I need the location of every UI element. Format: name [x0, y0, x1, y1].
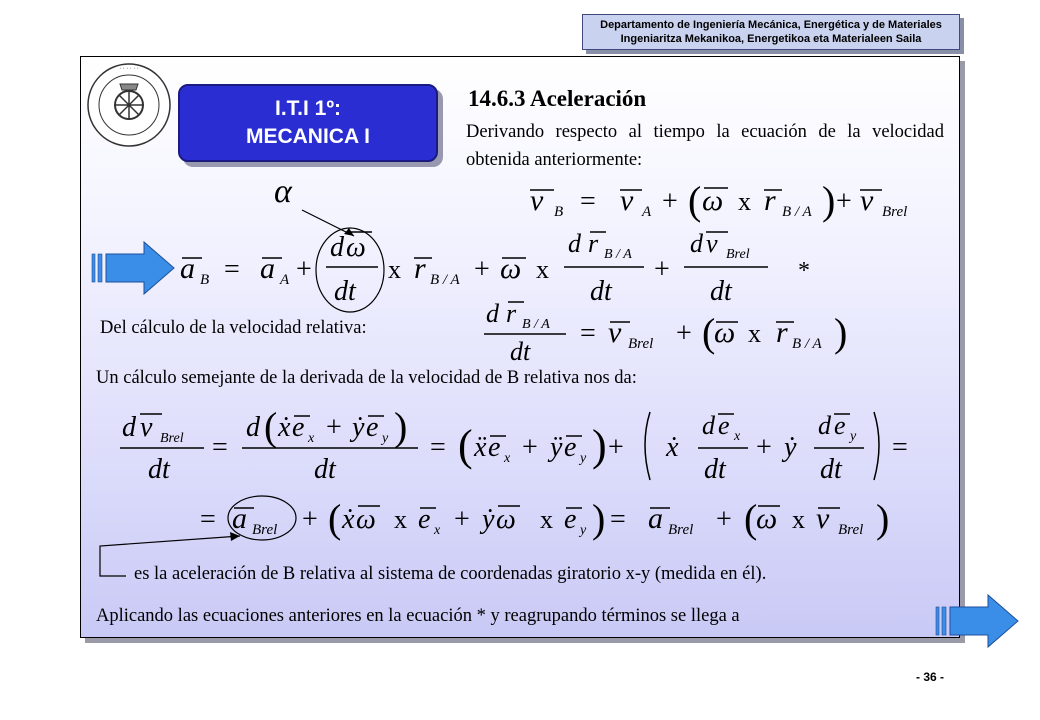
svg-text:+: +: [302, 504, 318, 535]
svg-text:(: (: [744, 496, 758, 541]
svg-text:d: d: [246, 412, 260, 443]
section-intro: Derivando respecto al tiempo la ecuación de la velocidad obtenida anteriormente:: [466, 122, 944, 170]
vrel-derivative-equation: [118, 396, 928, 488]
svg-text:Brel: Brel: [882, 204, 908, 220]
svg-text:x: x: [388, 255, 401, 284]
arel-description: es la aceleración de B relativa al sistema de coordenadas giratorio x-y (medida en él).: [134, 564, 767, 584]
svg-text:a: a: [260, 252, 275, 285]
svg-text:dt: dt: [820, 454, 842, 485]
svg-text:=: =: [200, 504, 216, 535]
svg-text:): ): [592, 421, 607, 470]
svg-text:dt: dt: [590, 276, 612, 307]
svg-text:x: x: [434, 523, 441, 538]
svg-text:v: v: [860, 184, 874, 217]
svg-text:ω: ω: [346, 232, 366, 263]
svg-text:=: =: [892, 432, 908, 463]
svg-text:): ): [592, 496, 606, 541]
svg-text:r: r: [414, 252, 426, 285]
svg-text:e: e: [366, 412, 379, 443]
svg-text:=: =: [610, 504, 626, 535]
svg-text:ẍ: ẍ: [474, 432, 487, 463]
svg-text:(: (: [688, 178, 702, 223]
svg-text:a: a: [180, 252, 195, 285]
svg-text:dt: dt: [148, 454, 170, 485]
svg-text:+: +: [716, 504, 732, 535]
svg-text:y: y: [850, 429, 857, 444]
svg-text:r: r: [506, 299, 517, 328]
svg-text:B: B: [554, 204, 564, 220]
svg-text:Brel: Brel: [668, 522, 694, 538]
svg-text:x: x: [536, 255, 549, 284]
svg-text:ω: ω: [356, 504, 376, 535]
svg-text:+: +: [654, 254, 670, 285]
svg-text:=: =: [430, 432, 446, 463]
svg-text:(: (: [328, 496, 342, 541]
svg-text:α: α: [274, 173, 292, 210]
section-title: 14.6.3 Aceleración: [468, 86, 647, 111]
svg-text:dt: dt: [314, 454, 336, 485]
svg-text:d: d: [486, 299, 499, 328]
svg-text:d: d: [818, 411, 831, 440]
svg-text:v: v: [816, 502, 830, 535]
svg-text:+: +: [676, 318, 692, 349]
svg-text:ω: ω: [714, 316, 736, 349]
relative-velocity-text: Del cálculo de la velocidad relativa:: [100, 318, 367, 338]
badge-line-1: I.T.I 1º:: [274, 97, 341, 120]
svg-text:): ): [834, 310, 848, 355]
svg-text:+: +: [756, 432, 772, 463]
conclusion-text: Aplicando las ecuaciones anteriores en la ecuación * y reagrupando términos se llega a: [96, 606, 740, 626]
svg-text:+: +: [454, 504, 470, 535]
svg-text:e: e: [292, 412, 305, 443]
svg-text:y: y: [580, 523, 587, 538]
svg-text:x: x: [748, 319, 761, 348]
svg-text:a: a: [232, 502, 247, 535]
svg-text:Brel: Brel: [252, 522, 278, 538]
relative-velocity-equation: [480, 294, 860, 366]
svg-text:v: v: [608, 316, 622, 349]
svg-text:e: e: [834, 411, 846, 440]
arrow-right-icon[interactable]: [934, 592, 1024, 650]
svg-text:e: e: [564, 432, 577, 463]
svg-text:ω: ω: [500, 252, 522, 285]
seal-text: · · · · · ·: [119, 66, 139, 72]
svg-text:): ): [822, 178, 836, 223]
svg-text:x: x: [504, 451, 511, 466]
svg-text:+: +: [836, 186, 852, 217]
svg-text:+: +: [522, 432, 538, 463]
svg-text:e: e: [488, 432, 501, 463]
university-seal-icon: [86, 62, 172, 148]
svg-text:d: d: [702, 411, 715, 440]
svg-text:Brel: Brel: [160, 431, 184, 446]
arrow-left-icon: [90, 240, 180, 296]
svg-text:ẋ: ẋ: [666, 432, 679, 463]
svg-text:dt: dt: [510, 337, 531, 366]
svg-text:x: x: [738, 187, 751, 216]
svg-text:ω: ω: [756, 502, 778, 535]
svg-text:Brel: Brel: [726, 247, 750, 262]
svg-text:d: d: [330, 232, 344, 263]
svg-text:d: d: [568, 229, 581, 258]
svg-text:ω: ω: [702, 184, 724, 217]
svg-text:*: *: [798, 258, 810, 284]
svg-text:y: y: [580, 451, 587, 466]
svg-text:(: (: [458, 421, 473, 470]
svg-text:ẏ: ẏ: [482, 504, 495, 535]
header-line-1: Departamento de Ingeniería Mecánica, Energética y de Materiales: [600, 19, 942, 31]
svg-text:Brel: Brel: [628, 336, 654, 352]
svg-text:x: x: [308, 431, 315, 446]
svg-text:A: A: [642, 204, 652, 220]
svg-text:+: +: [296, 254, 312, 285]
svg-text:=: =: [580, 186, 596, 217]
svg-text:B / A: B / A: [782, 204, 812, 220]
svg-text:B / A: B / A: [792, 336, 822, 352]
page-number: - 36 -: [916, 670, 945, 684]
svg-text:+: +: [474, 254, 490, 285]
svg-text:): ): [394, 404, 408, 449]
svg-text:B / A: B / A: [430, 272, 460, 288]
svg-text:r: r: [764, 184, 776, 217]
svg-text:v: v: [530, 184, 544, 217]
svg-text:Brel: Brel: [838, 522, 864, 538]
svg-text:v: v: [620, 184, 634, 217]
svg-text:dt: dt: [704, 454, 726, 485]
svg-text:r: r: [776, 316, 788, 349]
svg-text:v: v: [140, 412, 153, 443]
svg-text:d: d: [122, 412, 136, 443]
svg-text:+: +: [608, 432, 624, 463]
svg-text:dt: dt: [710, 276, 732, 307]
svg-text:=: =: [224, 254, 240, 285]
course-badge: [178, 84, 438, 162]
svg-text:=: =: [580, 318, 596, 349]
svg-text:ÿ: ÿ: [550, 432, 563, 463]
svg-text:x: x: [394, 505, 407, 534]
svg-text:e: e: [418, 504, 431, 535]
svg-text:d: d: [690, 229, 703, 258]
similar-calc-text: Un cálculo semejante de la derivada de la velocidad de B relativa nos da:: [96, 368, 637, 388]
svg-text:ẋ: ẋ: [342, 504, 355, 535]
svg-text:x: x: [540, 505, 553, 534]
svg-text:dt: dt: [334, 276, 356, 307]
vrel-result-equation: [196, 488, 896, 548]
svg-text:ω: ω: [496, 504, 516, 535]
svg-text:x: x: [792, 505, 805, 534]
svg-text:=: =: [212, 432, 228, 463]
svg-text:+: +: [662, 186, 678, 217]
svg-text:ẏ: ẏ: [784, 432, 797, 463]
svg-text:x: x: [734, 429, 741, 444]
svg-text:): ): [876, 496, 890, 541]
svg-text:(: (: [702, 310, 716, 355]
svg-text:e: e: [718, 411, 730, 440]
svg-text:r: r: [588, 229, 599, 258]
svg-text:+: +: [326, 412, 342, 443]
svg-text:B / A: B / A: [522, 317, 550, 332]
svg-text:ẋ: ẋ: [278, 412, 291, 443]
svg-text:A: A: [280, 272, 290, 288]
svg-text:(: (: [264, 404, 278, 449]
velocity-equation: [520, 176, 940, 224]
department-header: [582, 14, 960, 50]
svg-text:y: y: [382, 431, 389, 446]
svg-text:a: a: [648, 502, 663, 535]
header-line-2: Ingeniaritza Mekanikoa, Energetikoa eta Materialeen Saila: [620, 33, 922, 45]
svg-text:B / A: B / A: [604, 247, 632, 262]
svg-text:B: B: [200, 272, 210, 288]
svg-text:e: e: [564, 504, 577, 535]
svg-text:ẏ: ẏ: [352, 412, 365, 443]
badge-line-2: MECANICA I: [245, 125, 371, 148]
svg-text:v: v: [706, 229, 718, 258]
